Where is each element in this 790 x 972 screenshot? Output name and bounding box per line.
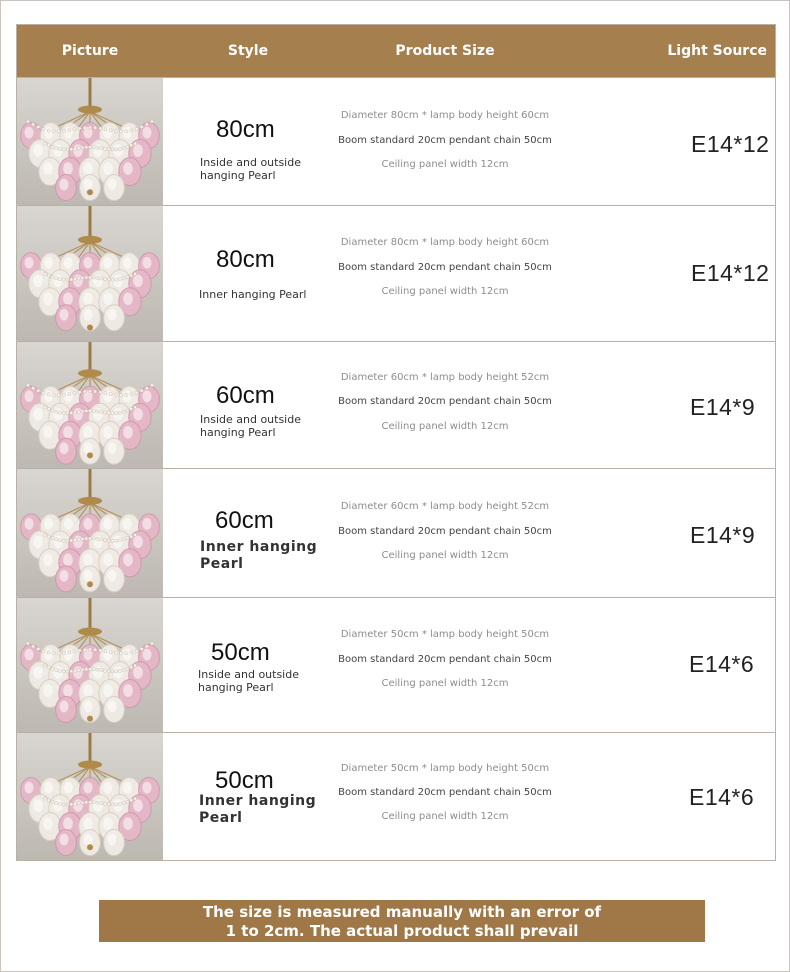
light-source-value: E14*6: [689, 651, 755, 677]
style-cell: [163, 733, 333, 860]
pearl-type: Inside and outside hanging Pearl: [200, 413, 301, 439]
spec-ceiling: Ceiling panel width 12cm: [381, 678, 509, 689]
style-cell: [163, 342, 333, 468]
size-label: 80cm: [216, 246, 275, 273]
spec-ceiling: Ceiling panel width 12cm: [381, 550, 509, 561]
table-row: [17, 77, 775, 205]
product-image: [17, 598, 163, 732]
spec-diameter: Diameter 50cm * lamp body height 50cm: [340, 629, 550, 640]
light-source-cell: [557, 342, 775, 468]
header-picture: Picture: [61, 43, 119, 59]
spec-diameter: Diameter 50cm * lamp body height 50cm: [340, 763, 550, 774]
spec-diameter: Diameter 80cm * lamp body height 60cm: [340, 110, 550, 121]
table-row: [17, 468, 775, 597]
header-product-size: Product Size: [395, 43, 495, 59]
light-source-value: E14*12: [691, 260, 770, 286]
chandelier-image: [17, 342, 163, 468]
size-label: 50cm: [211, 639, 270, 666]
chandelier-image: [17, 78, 163, 205]
table-row: [17, 732, 775, 860]
product-image: [17, 78, 163, 205]
chandelier-image: [17, 469, 163, 597]
spec-ceiling: Ceiling panel width 12cm: [381, 811, 509, 822]
size-label: 80cm: [216, 116, 275, 143]
light-source-value: E14*6: [689, 784, 755, 810]
spec-boom: Boom standard 20cm pendant chain 50cm: [338, 396, 552, 407]
spec-boom: Boom standard 20cm pendant chain 50cm: [338, 135, 552, 146]
chandelier-image: [17, 733, 163, 860]
note-line-2: 1 to 2cm. The actual product shall prevail: [225, 922, 579, 940]
light-source-value: E14*9: [690, 394, 756, 420]
product-image: [17, 733, 163, 860]
product-size-cell: [333, 733, 557, 860]
light-source-cell: [557, 78, 775, 205]
product-size-cell: [333, 469, 557, 597]
size-label: 60cm: [216, 382, 275, 409]
table-header: [17, 25, 775, 77]
measurement-note: [99, 900, 705, 942]
pearl-type: Inside and outside hanging Pearl: [198, 668, 299, 694]
light-source-value: E14*12: [691, 131, 770, 157]
spec-boom: Boom standard 20cm pendant chain 50cm: [338, 787, 552, 798]
spec-ceiling: Ceiling panel width 12cm: [381, 159, 509, 170]
spec-boom: Boom standard 20cm pendant chain 50cm: [338, 654, 552, 665]
product-table: [16, 24, 776, 861]
product-image: [17, 469, 163, 597]
pearl-type: Inner hanging Pearl: [199, 288, 307, 301]
header-style: Style: [227, 43, 269, 59]
spec-ceiling: Ceiling panel width 12cm: [381, 421, 509, 432]
note-line-1: The size is measured manually with an error of: [202, 903, 602, 921]
style-cell: [163, 206, 333, 341]
pearl-type: Inner hanging Pearl: [199, 793, 317, 826]
product-size-cell: [333, 598, 557, 732]
chandelier-image: [17, 206, 163, 341]
pearl-type: Inner hanging Pearl: [200, 539, 318, 572]
spec-diameter: Diameter 80cm * lamp body height 60cm: [340, 237, 550, 248]
table-row: [17, 597, 775, 732]
size-label: 60cm: [215, 507, 274, 534]
light-source-value: E14*9: [690, 522, 756, 548]
chandelier-image: [17, 598, 163, 732]
light-source-cell: [557, 733, 775, 860]
style-cell: [163, 78, 333, 205]
table-row: [17, 341, 775, 468]
product-size-cell: [333, 206, 557, 341]
spec-ceiling: Ceiling panel width 12cm: [381, 286, 509, 297]
table-row: [17, 205, 775, 341]
product-image: [17, 206, 163, 341]
header-light-source: Light Source: [667, 43, 767, 59]
light-source-cell: [557, 469, 775, 597]
style-cell: [163, 598, 333, 732]
style-cell: [163, 469, 333, 597]
spec-boom: Boom standard 20cm pendant chain 50cm: [338, 262, 552, 273]
product-size-cell: [333, 78, 557, 205]
light-source-cell: [557, 598, 775, 732]
size-label: 50cm: [215, 767, 274, 794]
product-size-cell: [333, 342, 557, 468]
spec-diameter: Diameter 60cm * lamp body height 52cm: [340, 501, 550, 512]
pearl-type: Inside and outside hanging Pearl: [200, 156, 301, 182]
spec-diameter: Diameter 60cm * lamp body height 52cm: [340, 372, 550, 383]
spec-boom: Boom standard 20cm pendant chain 50cm: [338, 526, 552, 537]
light-source-cell: [557, 206, 775, 341]
product-image: [17, 342, 163, 468]
